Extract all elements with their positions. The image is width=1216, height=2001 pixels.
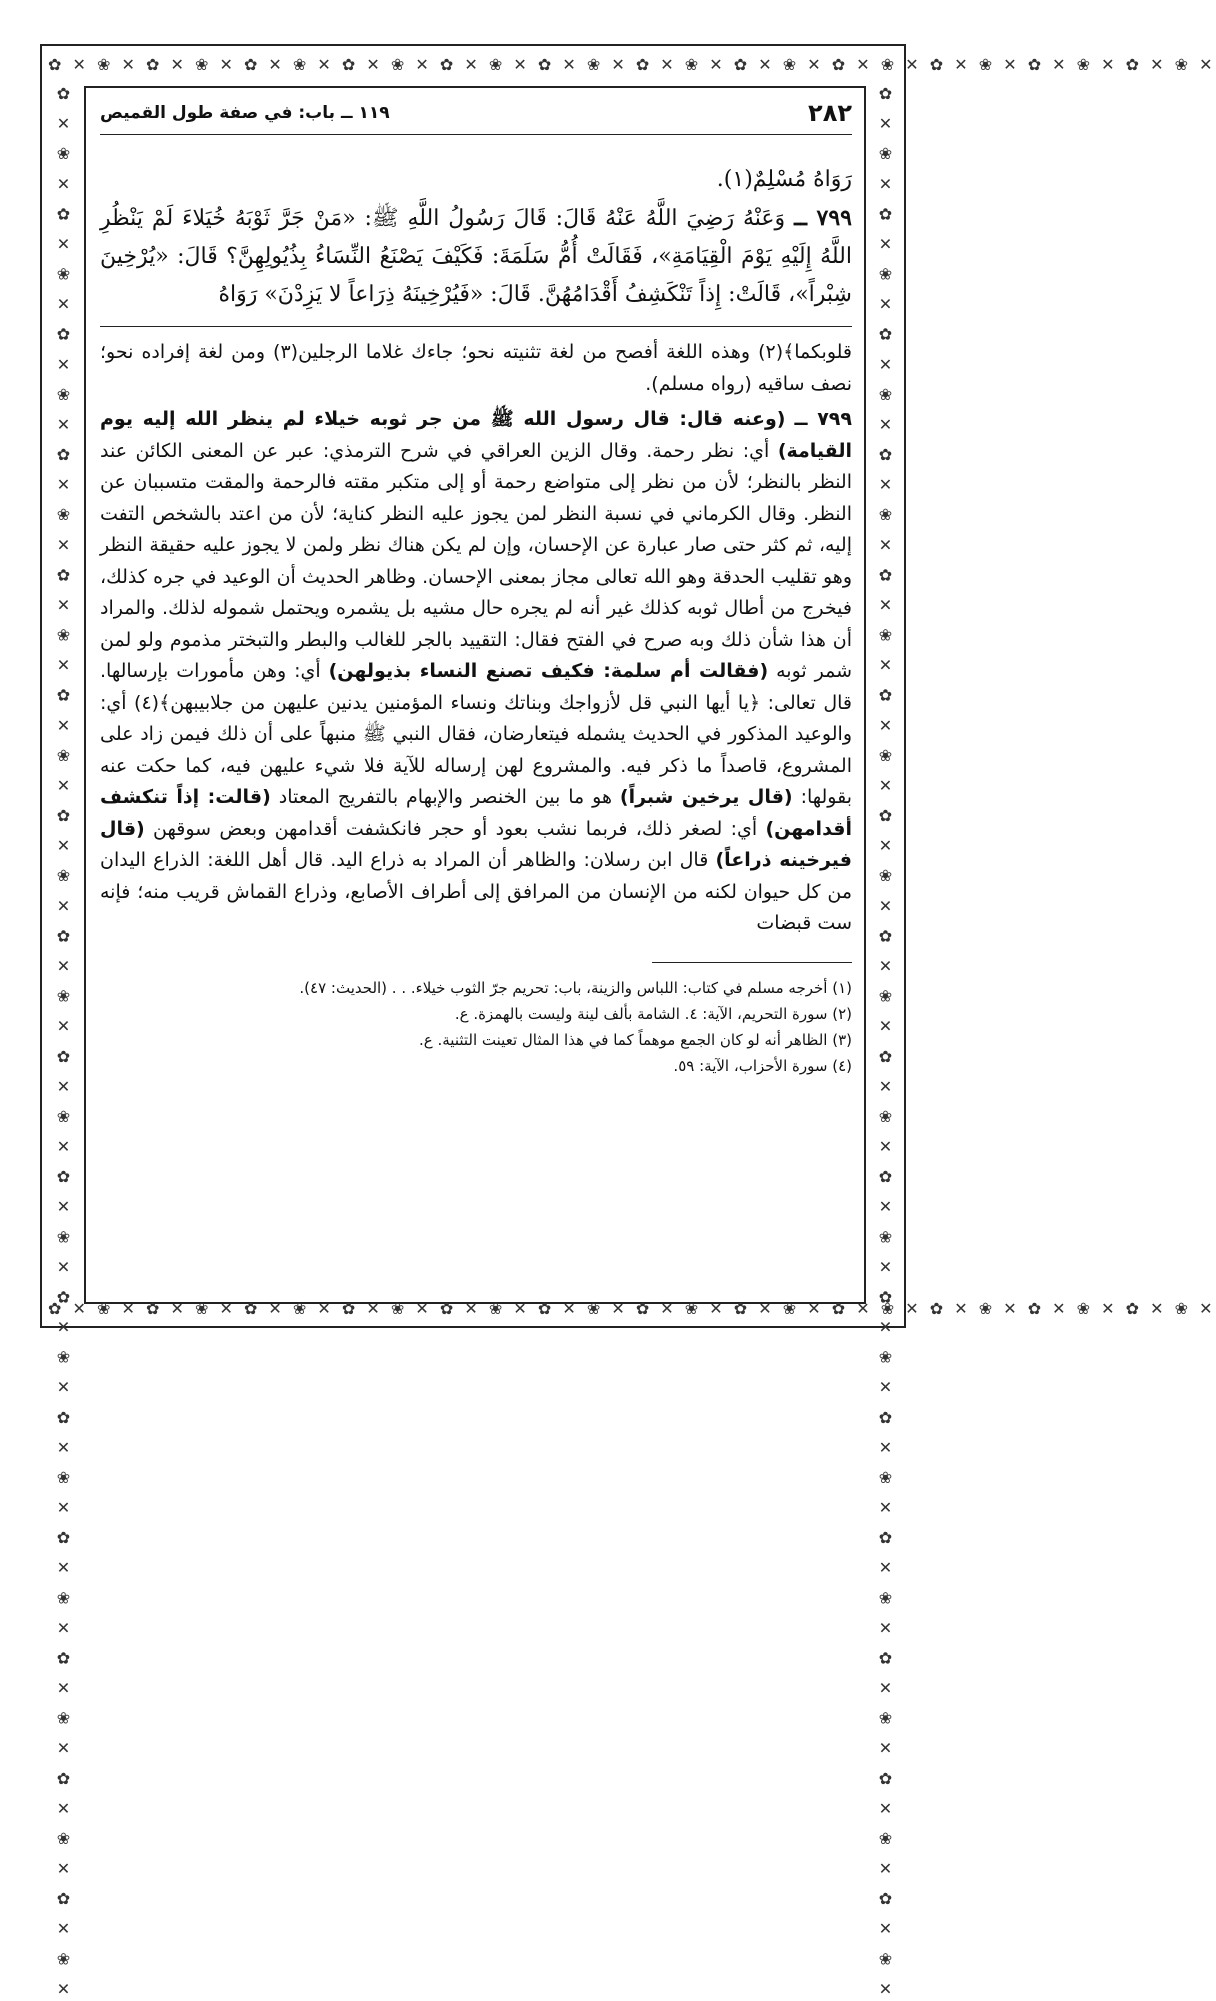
hadith-text-block bbox=[100, 161, 852, 314]
commentary-bold-4: (قالت: إذاً تنكشف أقدامهن) bbox=[100, 786, 852, 840]
decorative-ornament-left: ✿ ✕ ❀ ✕ ✿ ✕ ❀ ✕ ✿ ✕ ❀ ✕ ✿ ✕ ❀ ✕ ✿ ✕ ❀ ✕ ✿ ✕ ❀ ✕ ✿ ✕ ❀ ✕ ✿ ✕ ❀ ✕ ✿ ✕ ❀ ✕ ✿ ✕ ❀ ✕ ✿ ✕ ❀ ✕ ✿ ✕ ❀ ✕ ✿ ✕ ❀ ✕ ✿ ✕ ❀ ✕ ✿ ✕ ❀ ✕ ✿ ✕ ❀ ✕ bbox=[54, 84, 73, 2001]
decorative-ornament-top: ✿ ✕ ❀ ✕ ✿ ✕ ❀ ✕ ✿ ✕ ❀ ✕ ✿ ✕ ❀ ✕ ✿ ✕ ❀ ✕ ✿ ✕ ❀ ✕ ✿ ✕ ❀ ✕ ✿ ✕ ❀ ✕ ✿ ✕ ❀ ✕ ✿ ✕ ❀ ✕ ✿ ✕ ❀ ✕ ✿ ✕ ❀ ✕ bbox=[48, 55, 1216, 74]
decorative-ornament-right: ✿ ✕ ❀ ✕ ✿ ✕ ❀ ✕ ✿ ✕ ❀ ✕ ✿ ✕ ❀ ✕ ✿ ✕ ❀ ✕ ✿ ✕ ❀ ✕ ✿ ✕ ❀ ✕ ✿ ✕ ❀ ✕ ✿ ✕ ❀ ✕ ✿ ✕ ❀ ✕ ✿ ✕ ❀ ✕ ✿ ✕ ❀ ✕ ✿ ✕ ❀ ✕ ✿ ✕ ❀ ✕ ✿ ✕ ❀ ✕ ✿ ✕ ❀ ✕ bbox=[876, 84, 895, 2001]
chapter-title: ١١٩ ــ باب: في صفة طول القميص bbox=[100, 103, 390, 123]
commentary-bold-5: (قال فيرخينه ذراعاً) bbox=[100, 817, 852, 871]
commentary-body-1: أي: نظر رحمة. وقال الزين العراقي في شرح الترمذي: عبر عن المعنى الكائن عند النظر بالنظر؛ لأن من نظر إلى متواضع رحمة أو إلى متكبر مقته فالرحمة والمقت متسببان عن النظر. وقال الكرماني في نسبة النظر لمن يجوز عليه النظر كناية؛ لأن من اعتد بالشخص التفت إليه، ثم كثر حتى صار عبارة عن الإحسان، وإن لم يكن هناك نظر ولمن لا يجوز عليه حقيقة النظر وهو تقليب الحدقة وهو الله تعالى مجاز بمعنى الإحسان. وظاهر الحديث أن الوعيد في جره كذلك، فيخرج من أطال ثوبه كذلك غير أنه لم يجره حال مشيه بل يشمره ويحتمل شموله لذلك. والمراد أن هذا شأن ذلك وبه صرح في الفتح فقال: التقييد بالجر للغالب والبطر والتبختر مذموم ولو لمن شمر ثوبه bbox=[100, 439, 853, 682]
commentary-body-4: أي: لصغر ذلك، فربما نشب بعود أو حجر فانكشفت أقدامهن وبعض سوقهن bbox=[153, 817, 758, 840]
commentary-body-5: قال ابن رسلان: والظاهر أن المراد به ذراع اليد. قال أهل اللغة: الذراع اليدان من كل حيوان لكنه من الإنسان من المرافق إلى أطراف الأصابع، وذراع القماش قريب منه؛ فإنه ست قبضات bbox=[100, 849, 852, 934]
footnote-item: (٤) سورة الأحزاب، الآية: ٥٩. bbox=[673, 1056, 852, 1075]
decorative-ornament-bottom: ✿ ✕ ❀ ✕ ✿ ✕ ❀ ✕ ✿ ✕ ❀ ✕ ✿ ✕ ❀ ✕ ✿ ✕ ❀ ✕ ✿ ✕ ❀ ✕ ✿ ✕ ❀ ✕ ✿ ✕ ❀ ✕ ✿ ✕ ❀ ✕ ✿ ✕ ❀ ✕ ✿ ✕ ❀ ✕ ✿ ✕ ❀ ✕ bbox=[48, 1299, 1216, 1318]
page-number: ٢٨٢ bbox=[808, 99, 852, 127]
footnote-item: (١) أخرجه مسلم في كتاب: اللباس والزينة، باب: تحريم جرّ الثوب خيلاء. . . (الحديث: ٤٧). bbox=[299, 978, 852, 997]
commentary-entry-heading: (وعنه قال: قال رسول الله ﷺ من جر ثوبه خيلاء لم ينظر الله إليه يوم القيامة) bbox=[100, 408, 852, 462]
commentary-entry-number: ٧٩٩ ــ bbox=[794, 408, 852, 430]
commentary-body-3: هو ما بين الخنصر والإبهام بالتفريج المعتاد bbox=[278, 786, 612, 808]
hadith-number: ٧٩٩ ــ bbox=[794, 205, 852, 231]
running-header bbox=[100, 92, 852, 135]
section-divider bbox=[100, 326, 852, 327]
hadith-paragraph bbox=[100, 199, 852, 314]
commentary-bold-2: (فقالت أم سلمة: فكيف تصنع النساء بذيولهن) bbox=[328, 660, 769, 682]
commentary-continuation: قلوبكما﴾(٢) وهذه اللغة أفصح من لغة تثنيته نحو؛ جاءك غلاما الرجلين(٣) ومن لغة إفراده نحو؛ نصف ساقيه (رواه مسلم). bbox=[100, 341, 853, 395]
page-content bbox=[100, 92, 852, 1079]
commentary-body-2: أي: وهن مأمورات بإرسالها. قال تعالى: ﴿يا أيها النبي قل لأزواجك وبناتك ونساء المؤمنين يدنين عليهن من جلابيبهن﴾(٤) أي: والوعيد المذكور في الحديث يشمله فيتعارضان، فقال النبي ﷺ منبهاً على أن ذلك فيمن زاد على المشروع، قاصداً ما ذكر فيه. والمشروع لهن إرساله للآية فلا شيء عليهن فيه، كما حكت عنه بقولها: bbox=[100, 660, 853, 808]
footnotes-block bbox=[100, 975, 852, 1079]
footnote-divider bbox=[652, 962, 852, 963]
footnote-item: (٢) سورة التحريم، الآية: ٤. الشامة بألف لينة وليست بالهمزة. ع. bbox=[454, 1004, 852, 1023]
hadith-body: وَعَنْهُ رَضِيَ اللَّهُ عَنْهُ قَالَ: قَالَ رَسُولُ اللَّهِ ﷺ: «مَنْ جَرَّ ثَوْبَهُ خُيَلاءَ لَمْ يَنْظُرِ اللَّهُ إِلَيْهِ يَوْمَ الْقِيَامَةِ»، فَقَالَتْ أُمُّ سَلَمَةَ: فَكَيْفَ يَصْنَعُ النِّسَاءُ بِذُيُولِهِنَّ؟ قَالَ: «يُرْخِينَ شِبْراً»، قَالَتْ: إِذاً تَنْكَشِفُ أَقْدَامُهُنَّ. قَالَ: «فَيُرْخِينَهُ ذِرَاعاً لا يَزِدْنَ» رَوَاهُ bbox=[100, 206, 852, 307]
commentary-entry bbox=[100, 404, 852, 940]
commentary-bold-3: (قال يرخين شبراً) bbox=[619, 786, 793, 808]
commentary-block bbox=[100, 337, 852, 940]
footnote-item: (٣) الظاهر أنه لو كان الجمع موهماً كما في هذا المثال تعينت التثنية. ع. bbox=[419, 1030, 852, 1049]
hadith-intro-line: رَوَاهُ مُسْلِمٌ(١). bbox=[716, 167, 852, 192]
